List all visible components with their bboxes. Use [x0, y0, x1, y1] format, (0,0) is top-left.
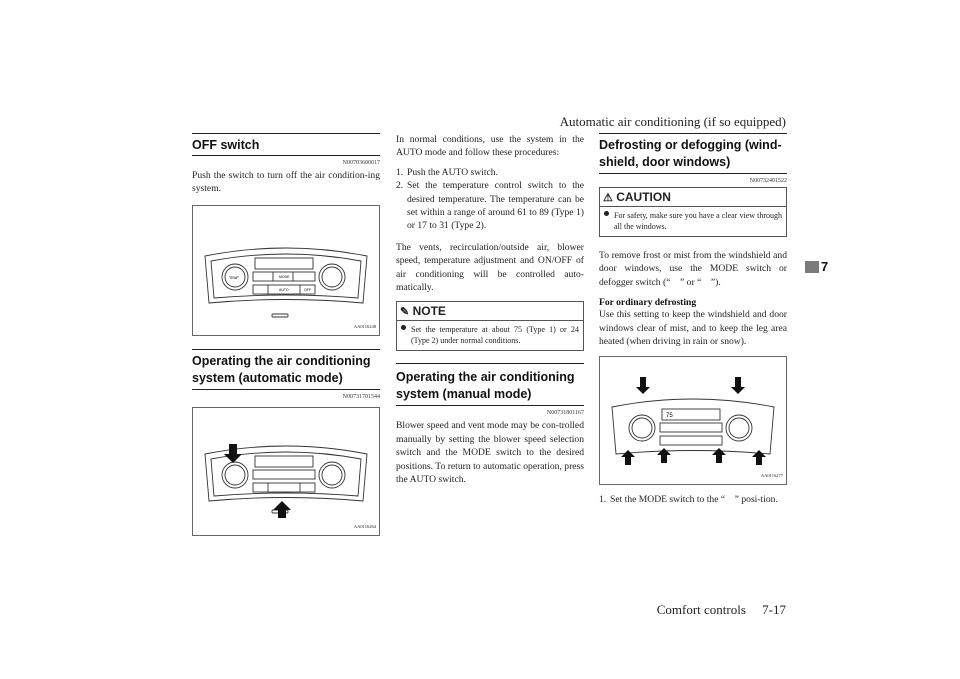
off-label: OFF: [304, 287, 311, 292]
defrost-step-1: [599, 493, 787, 506]
footer-page: 7-17: [762, 602, 786, 617]
ordinary-text: Use this setting to keep the windshield and door windows clear of mist, and to keep the leg area heated (when driving in rain or snow).: [599, 309, 787, 348]
figure-code: AA0116277: [760, 473, 783, 479]
bullet-icon: [401, 325, 406, 330]
panel-illustration: [193, 206, 379, 333]
display-temp: 75: [666, 413, 673, 420]
subheading-ordinary: For ordinary defrosting: [599, 297, 697, 309]
warning-triangle-icon: ⚠: [603, 192, 613, 204]
caution-box: [599, 187, 787, 237]
off-switch-text: Push the switch to turn off the air condition-ing system.: [192, 170, 380, 195]
figure-code: AA0116248: [353, 323, 376, 329]
chapter-number: 7: [821, 259, 829, 274]
section-title-off-switch: OFF switch: [192, 133, 380, 156]
figure-code: AA0116264: [353, 523, 376, 529]
step-1: [396, 166, 584, 179]
step-2: [396, 179, 584, 233]
auto-intro: In normal conditions, use the system in the AUTO mode and follow these procedures:: [396, 134, 584, 159]
caution-label: CAUTION: [616, 190, 671, 204]
note-header: [397, 302, 583, 321]
footer-section: Comfort controls: [656, 602, 746, 617]
auto-para-2: The vents, recirculation/outside air, blower speed, temperature adjustment and ON/OFF of air conditioning will be controlled auto-matically.: [396, 241, 584, 294]
step-text: Push the AUTO switch.: [407, 166, 498, 178]
section-title-auto-mode: Operating the air conditioning system (automatic mode): [192, 349, 380, 390]
column-2: [396, 133, 584, 487]
chapter-tab: [805, 259, 829, 274]
step-text: Set the MODE switch to the “ ” posi-tion.: [610, 494, 778, 506]
section-title-manual-mode: Operating the air conditioning system (manual mode): [396, 363, 584, 406]
panel-illustration-defrost: [600, 357, 786, 482]
note-box: [396, 301, 584, 351]
page-header: Automatic air conditioning (if so equipped): [559, 114, 786, 129]
defrost-para: To remove frost or mist from the windshield and door windows, use the MODE switch or defogger switch (“ ” or “ ”).: [599, 250, 787, 288]
caution-body: [600, 207, 786, 236]
column-3: [599, 133, 787, 507]
step-number: 2.: [396, 180, 404, 192]
mode-label: MODE: [279, 274, 290, 279]
page-footer: [657, 602, 786, 618]
section-code: N00703600017: [342, 160, 380, 166]
section-code: N00732401522: [749, 178, 787, 184]
figure-panel-off: [192, 205, 380, 336]
pencil-icon: ✎: [400, 306, 410, 319]
note-text: Set the temperature at about 75 (Type 1) or 24 (Type 2) under normal conditions.: [411, 325, 579, 346]
panel-illustration-auto: [193, 408, 379, 533]
section-code: N00731801167: [546, 410, 584, 417]
bullet-icon: [604, 211, 609, 216]
temp-label: TEMP: [229, 275, 239, 280]
step-number: 1.: [599, 494, 607, 506]
step-number: 1.: [396, 166, 404, 178]
step-text: Set the temperature control switch to the desired temperature. The temperature can be set within a range of around 61 to 89 (Type 1) or 17 to 31 (Type 2).: [407, 180, 584, 232]
caution-text: For safety, make sure you have a clear view through all the windows.: [614, 211, 782, 231]
manual-text: Blower speed and vent mode may be con-trolled manually by setting the blower speed selection switch and the MODE switch to the desired positions. To return to automatic operation, press the AUTO switch.: [396, 420, 584, 486]
auto-label: AUTO: [279, 287, 289, 292]
figure-panel-auto: [192, 407, 380, 536]
figure-panel-defrost: [599, 356, 787, 485]
note-label: NOTE: [412, 304, 446, 319]
section-title-defrost: Defrosting or defogging (wind-shield, door windows): [599, 133, 787, 174]
caution-header: [600, 188, 786, 207]
column-1: [192, 133, 380, 536]
section-code: N00731701544: [342, 393, 380, 400]
note-body: [397, 321, 583, 350]
